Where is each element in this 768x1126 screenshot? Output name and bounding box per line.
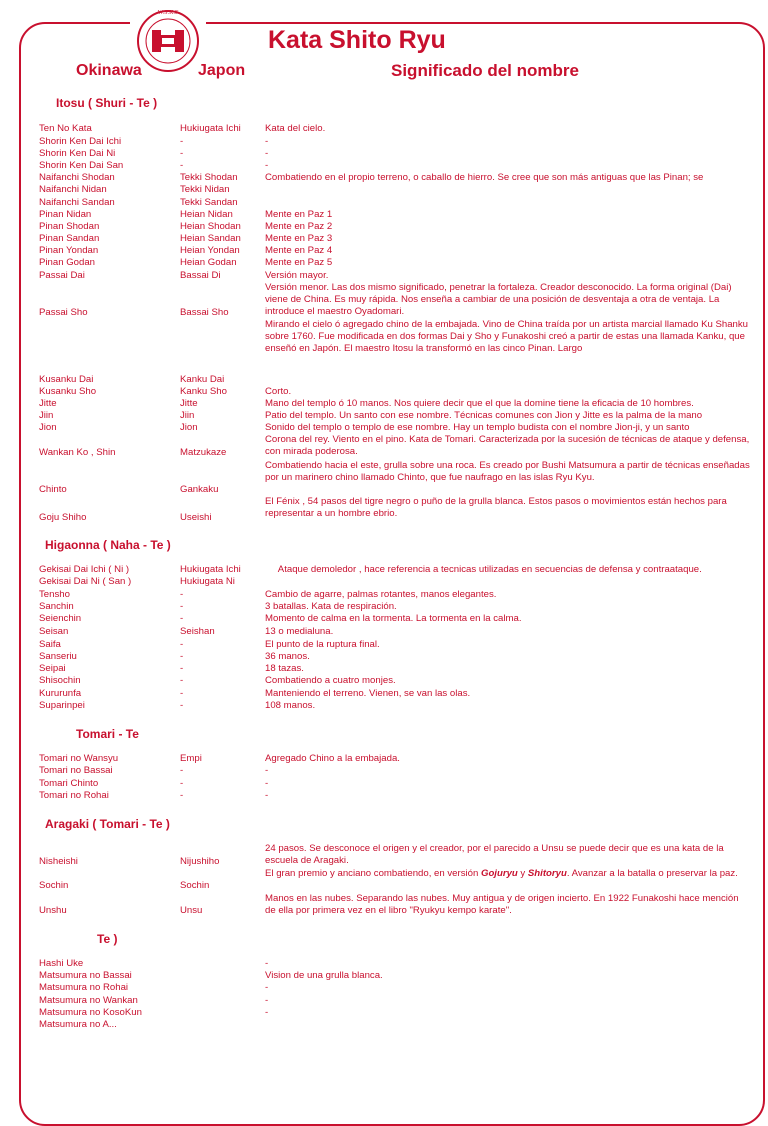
kata-japon: Hukiugata Ni bbox=[180, 576, 235, 587]
kata-significado: Patio del templo. Un santo con ese nombre. Técnicas comunes con Jion y Jitte es la palma de la mano bbox=[265, 410, 703, 421]
kata-significado: - bbox=[265, 148, 269, 159]
kata-japon: Empi bbox=[180, 753, 202, 764]
kata-significado: Manteniendo el terreno. Vienen, se van las olas. bbox=[265, 688, 471, 699]
kata-okinawa: Gekisai Dai Ichi ( Ni ) bbox=[39, 564, 130, 575]
kata-okinawa: Matsumura no KosoKun bbox=[39, 1007, 142, 1018]
kata-okinawa: Matsumura no Wankan bbox=[39, 995, 138, 1006]
kata-significado: Manos en las nubes. Separando las nubes. Muy antigua y de origen incierto. En 1922 Funakoshi hace mención de ella por primera vez en el libro "Ryukyu kempo karate". bbox=[265, 893, 739, 917]
kata-japon: Heian Shodan bbox=[180, 221, 241, 232]
kata-japon: - bbox=[180, 148, 184, 159]
kata-significado: - bbox=[265, 765, 269, 776]
kata-japon: - bbox=[180, 688, 184, 699]
kata-significado: 24 pasos. Se desconoce el origen y el creador, por el parecido a Unsu se puede decir que es una kata de la escuela de Aragaki. bbox=[265, 843, 724, 867]
kata-okinawa: Shisochin bbox=[39, 675, 81, 686]
kata-japon: - bbox=[180, 136, 184, 147]
kata-significado: Versión mayor. bbox=[265, 270, 329, 281]
kata-okinawa: Tomari no Wansyu bbox=[39, 753, 119, 764]
kata-significado: - bbox=[265, 958, 269, 969]
kata-okinawa: Tomari no Rohai bbox=[39, 790, 109, 801]
kata-okinawa: Matsumura no Rohai bbox=[39, 982, 129, 993]
svg-text:W.S.K.F: W.S.K.F bbox=[157, 10, 179, 16]
page-title: Kata Shito Ryu bbox=[268, 26, 446, 54]
kata-significado: - bbox=[265, 160, 269, 171]
kata-japon: Useishi bbox=[180, 512, 212, 523]
kata-japon: Matzukaze bbox=[180, 447, 227, 458]
kata-japon: Hukiugata Ichi bbox=[180, 564, 241, 575]
kata-japon: - bbox=[180, 778, 184, 789]
kata-significado: Kata del cielo. bbox=[265, 123, 326, 134]
kata-okinawa: Tomari Chinto bbox=[39, 778, 99, 789]
kata-okinawa: Passai Dai bbox=[39, 270, 85, 281]
kata-okinawa: Sochin bbox=[39, 880, 69, 891]
kata-japon: Nijushiho bbox=[180, 856, 220, 867]
kata-okinawa: Jiin bbox=[39, 410, 54, 421]
kata-okinawa: Pinan Shodan bbox=[39, 221, 100, 232]
kata-okinawa: Goju Shiho bbox=[39, 512, 87, 523]
kata-okinawa: Shorin Ken Dai Ni bbox=[39, 148, 116, 159]
kata-significado: Momento de calma en la tormenta. La tormenta en la calma. bbox=[265, 613, 522, 624]
kata-japon: Heian Sandan bbox=[180, 233, 241, 244]
section-title-itosu: Itosu ( Shuri - Te ) bbox=[56, 96, 158, 110]
kata-okinawa: Naifanchi Nidan bbox=[39, 184, 107, 195]
kata-okinawa: Pinan Godan bbox=[39, 257, 96, 268]
kata-japon: Jion bbox=[180, 422, 198, 433]
kata-significado: 108 manos. bbox=[265, 700, 316, 711]
kata-significado: El punto de la ruptura final. bbox=[265, 639, 380, 650]
kata-significado: Sonido del templo o templo de ese nombre. Hay un templo budista con el nombre Jion-ji, y un santo bbox=[265, 422, 690, 433]
kata-okinawa: Hashi Uke bbox=[39, 958, 84, 969]
kata-japon: Tekki Nidan bbox=[180, 184, 230, 195]
kata-significado: Mano del templo ó 10 manos. Nos quiere decir que el que la domine tiene la eficacia de 10 hombres. bbox=[265, 398, 694, 409]
column-header-okinawa: Okinawa bbox=[76, 62, 142, 79]
kata-okinawa: Pinan Yondan bbox=[39, 245, 99, 256]
kata-japon: - bbox=[180, 765, 184, 776]
kata-significado: - bbox=[265, 136, 269, 147]
kata-significado: Corto. bbox=[265, 386, 292, 397]
kata-okinawa: Kusanku Sho bbox=[39, 386, 97, 397]
kata-okinawa: Ten No Kata bbox=[39, 123, 92, 134]
kata-japon: Kanku Dai bbox=[180, 374, 225, 385]
kata-okinawa: Nisheishi bbox=[39, 856, 78, 867]
section-title-te: Te ) bbox=[97, 932, 118, 946]
kata-okinawa: Seisan bbox=[39, 626, 69, 637]
kata-okinawa: Shorin Ken Dai San bbox=[39, 160, 124, 171]
kata-significado: Mente en Paz 2 bbox=[265, 221, 333, 232]
kata-significado: Mente en Paz 1 bbox=[265, 209, 333, 220]
column-header-significado: Significado del nombre bbox=[391, 61, 579, 80]
kata-japon: Jiin bbox=[180, 410, 195, 421]
kata-okinawa: Shorin Ken Dai Ichi bbox=[39, 136, 122, 147]
kata-significado: 36 manos. bbox=[265, 651, 310, 662]
kata-okinawa: Sanseriu bbox=[39, 651, 77, 662]
kata-okinawa: Seipai bbox=[39, 663, 66, 674]
section-title-higaonna: Higaonna ( Naha - Te ) bbox=[45, 538, 171, 552]
kata-japon: Tekki Shodan bbox=[180, 172, 238, 183]
kata-significado: El Fénix , 54 pasos del tigre negro o puño de la grulla blanca. Estos pasos o movimientos están hechos para representar a un hombre ebrio. bbox=[265, 496, 727, 520]
kata-significado: - bbox=[265, 1007, 269, 1018]
kata-okinawa: Tomari no Bassai bbox=[39, 765, 113, 776]
kata-okinawa: Wankan Ko , Shin bbox=[39, 447, 116, 458]
kata-okinawa: Saifa bbox=[39, 639, 61, 650]
kata-japon: Jitte bbox=[180, 398, 198, 409]
kata-significado: 18 tazas. bbox=[265, 663, 304, 674]
kata-okinawa: Jion bbox=[39, 422, 57, 433]
kata-significado: Agregado Chino a la embajada. bbox=[265, 753, 400, 764]
kata-okinawa: Unshu bbox=[39, 905, 67, 916]
kata-significado: Mente en Paz 5 bbox=[265, 257, 333, 268]
kata-okinawa: Naifanchi Shodan bbox=[39, 172, 115, 183]
kata-significado: Combatiendo a cuatro monjes. bbox=[265, 675, 396, 686]
kata-significado: 3 batallas. Kata de respiración. bbox=[265, 601, 397, 612]
kata-okinawa: Jitte bbox=[39, 398, 57, 409]
kata-japon: - bbox=[180, 601, 184, 612]
kata-significado: Cambio de agarre, palmas rotantes, manos elegantes. bbox=[265, 589, 497, 600]
column-header-japon: Japon bbox=[198, 62, 246, 79]
kata-okinawa: Matsumura no Bassai bbox=[39, 970, 132, 981]
kata-japon: Bassai Sho bbox=[180, 307, 229, 318]
kata-significado: - bbox=[265, 995, 269, 1006]
kata-significado: Combatiendo en el propio terreno, o caballo de hierro. Se cree que son más antiguas que las Pinan; se bbox=[265, 172, 704, 183]
kata-okinawa: Gekisai Dai Ni ( San ) bbox=[39, 576, 132, 587]
kata-significado: Corona del rey. Viento en el pino. Kata de Tomari. Caracterizada por la sucesión de técnicas de ataque y defensa, con mirada poderosa. bbox=[265, 434, 750, 458]
kata-japon: - bbox=[180, 160, 184, 171]
kata-okinawa: Suparinpei bbox=[39, 700, 85, 711]
kata-japon: - bbox=[180, 663, 184, 674]
kata-significado: - bbox=[265, 778, 269, 789]
kata-significado: 13 o medialuna. bbox=[265, 626, 334, 637]
kata-japon: - bbox=[180, 700, 184, 711]
kata-okinawa: Naifanchi Sandan bbox=[39, 197, 115, 208]
kata-japon: Hukiugata Ichi bbox=[180, 123, 241, 134]
kata-japon: - bbox=[180, 651, 184, 662]
kata-significado: Vision de una grulla blanca. bbox=[265, 970, 383, 981]
kata-okinawa: Passai Sho bbox=[39, 307, 88, 318]
kata-significado: Ataque demoledor , hace referencia a tecnicas utilizadas en secuencias de defensa y contraataque. bbox=[265, 564, 702, 575]
kata-okinawa: Kusanku Dai bbox=[39, 374, 94, 385]
kata-okinawa: Tensho bbox=[39, 589, 70, 600]
kata-okinawa: Pinan Sandan bbox=[39, 233, 100, 244]
kata-japon: - bbox=[180, 675, 184, 686]
kata-japon: - bbox=[180, 639, 184, 650]
kata-japon: - bbox=[180, 790, 184, 801]
kata-significado: El gran premio y anciano combatiendo, en versión Gojuryu y Shitoryu. Avanzar a la batalla o preservar la paz. bbox=[265, 868, 738, 879]
kata-significado: Combatiendo hacia el este, grulla sobre una roca. Es creado por Bushi Matsumura a partir de técnicas enseñadas por un marinero chino llamado Chinto, que fue naufrago en las islas Ryu Kyu. bbox=[265, 460, 750, 484]
kata-okinawa: Seienchin bbox=[39, 613, 82, 624]
kata-significado: Mente en Paz 4 bbox=[265, 245, 333, 256]
kata-significado: - bbox=[265, 790, 269, 801]
kata-okinawa: Pinan Nidan bbox=[39, 209, 92, 220]
kata-japon: Kanku Sho bbox=[180, 386, 227, 397]
kata-japon: Gankaku bbox=[180, 484, 219, 495]
kata-significado: - bbox=[265, 982, 269, 993]
section-title-aragaki: Aragaki ( Tomari - Te ) bbox=[45, 817, 170, 831]
kata-japon: Seishan bbox=[180, 626, 215, 637]
kata-okinawa: Sanchin bbox=[39, 601, 74, 612]
kata-japon: Heian Godan bbox=[180, 257, 237, 268]
kata-japon: Heian Nidan bbox=[180, 209, 233, 220]
section-title-tomari: Tomari - Te bbox=[76, 727, 139, 741]
kata-okinawa: Matsumura no A... bbox=[39, 1019, 117, 1030]
kata-japon: Heian Yondan bbox=[180, 245, 240, 256]
kata-okinawa: Chinto bbox=[39, 484, 67, 495]
kata-japon: Bassai Di bbox=[180, 270, 221, 281]
kata-significado: Mirando el cielo ó agregado chino de la embajada. Vino de China traída por un artista marcial llamado Ku Shanku sobre 1760. Fue modificada en dos formas Dai y Sho y Funakoshi creó a partir de estas una llamada Kanku, que enseñó en Japón. El maestro Itosu la transformó en las cinco Pinan. Largo bbox=[265, 319, 749, 355]
kata-significado: Mente en Paz 3 bbox=[265, 233, 333, 244]
kata-japon: - bbox=[180, 613, 184, 624]
kata-japon: Tekki Sandan bbox=[180, 197, 238, 208]
kata-japon: - bbox=[180, 589, 184, 600]
kata-japon: Sochin bbox=[180, 880, 210, 891]
kata-japon: Unsu bbox=[180, 905, 203, 916]
kata-significado: Versión menor. Las dos mismo significado, penetrar la fortaleza. Creador desconocido. La forma original (Dai) viene de China. Es muy rápida. Nos enseña a cambiar de una posición de desventaja a otra de ventaja. La introduce el maestro Oyadomari. bbox=[265, 282, 732, 318]
kata-okinawa: Kururunfa bbox=[39, 688, 82, 699]
